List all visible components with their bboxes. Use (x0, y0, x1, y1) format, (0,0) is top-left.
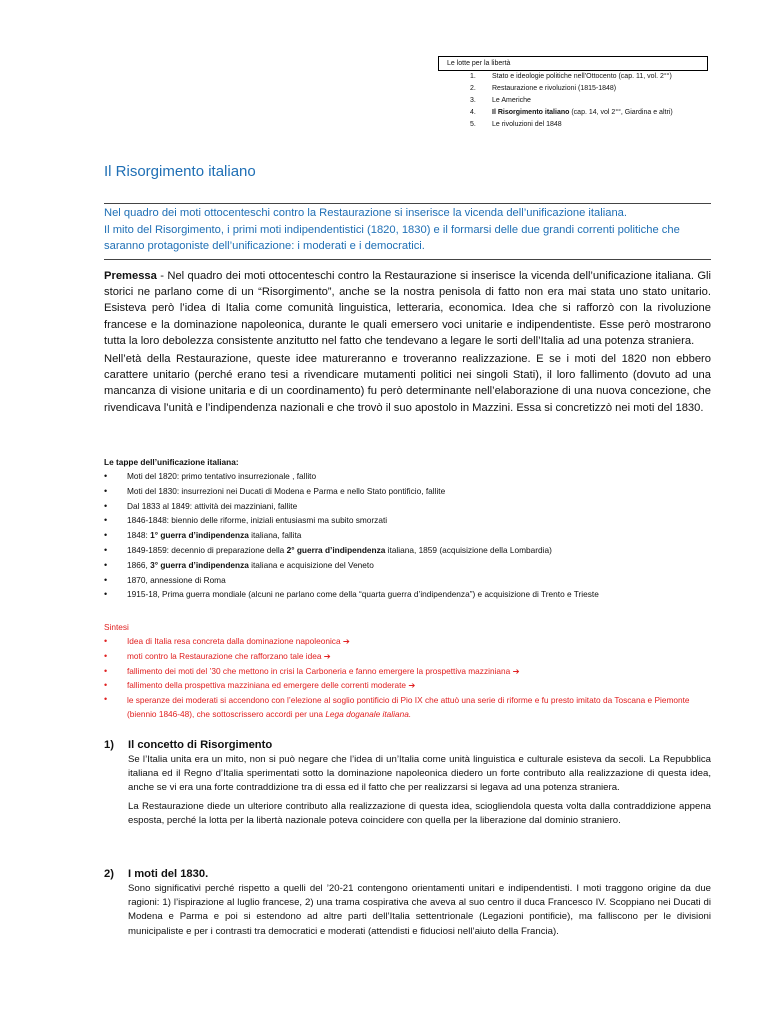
sintesi-list (104, 620, 714, 721)
list-item: • 1866, 3° guerra d’indipendenza italiana e acquisizione del Veneto (104, 558, 724, 573)
premessa-paragraph: Premessa - Nel quadro dei moti ottocenteschi contro la Restaurazione si inserisce la vicenda dell’unificazione italiana. Gli storici ne parlano come di un “Risorgimento”, anche se la nostra penisola di fatto non era mai stata uno stato unitario. Esisteva però l’idea di Italia come comunità linguistica, letteraria, economica. Idea che si rafforzò con la rivoluzione francese e la dominazione napoleonica, durante le quali emersero voci unitarie e indipendentiste. Esse però mostrarono tutta la loro debolezza consistente anzitutto nel fatto che tendevano a legare le sorti dell’Italia ad una potenza straniera. (104, 270, 711, 347)
arrow-icon: ➔ (342, 636, 350, 646)
arrow-icon: ➔ (323, 650, 331, 661)
list-item: • Moti del 1820: primo tentativo insurrezionale , fallito (104, 469, 724, 484)
toc-item-current: 4. Il Risorgimento italiano (cap. 14, vol 2°°, Giardina e altri) (470, 109, 673, 116)
section-body: Sono significativi perché rispetto a quelli del ’20-21 contengono orientamenti unitari e indipendentisti. I moti traggono origine da due ragioni: 1) l’ispirazione al luglio francese, 2) una trama cospirativa che aveva al suo centro il duca Francesco IV. Scoppiano nei Ducati di Modena e Parma e poi si estendono ad altre parti dell’Italia settentrionale (Legazioni pontificie), ma falliscono per le divisioni municipaliste e per i contrasti tra democratici e moderati (attendisti e fiduciosi nell’aiuto della Francia). (128, 883, 711, 937)
list-item: • 1846-1848: biennio delle riforme, iniziali entusiasmi ma subito smorzati (104, 513, 724, 528)
intro-abstract (104, 203, 711, 260)
arrow-icon: ➔ (512, 665, 520, 676)
list-item: • le speranze dei moderati si accendono con l’elezione al soglio pontificio di Pio IX che attuò una serie di riforme e fu presto imitato da Toscana e Piemonte (biennio 1846-48), che sottoscrissero accordi per una Lega doganale italiana. (104, 693, 714, 721)
toc-item: 3. Le Americhe (470, 97, 531, 104)
toc-item: 1. Stato e ideologie politiche nell’Ottocento (cap. 11, vol. 2°°) (470, 73, 672, 80)
arrow-icon: ➔ (408, 680, 416, 691)
premessa-section (104, 268, 711, 416)
tappe-title: Le tappe dell’unificazione italiana: (104, 457, 239, 467)
toc-header: Le lotte per la libertà (447, 60, 511, 67)
list-item: • Moti del 1830: insurrezioni nei Ducati di Modena e Parma e nello Stato pontificio, fallite (104, 484, 724, 499)
section-heading: 1) Il concetto di Risorgimento (104, 739, 273, 751)
list-item: • 1848: 1° guerra d’indipendenza italiana, fallita (104, 528, 724, 543)
list-item: • fallimento della prospettiva mazziniana ed emergere delle correnti moderate ➔ (104, 678, 714, 693)
intro-line: Nel quadro dei moti ottocenteschi contro la Restaurazione si inserisce la vicenda dell’unificazione italiana. (104, 207, 627, 219)
toc-list (470, 71, 730, 131)
list-item: • fallimento dei moti del ’30 che mettono in crisi la Carboneria e fanno emergere la prospettiva mazziniana ➔ (104, 664, 714, 679)
section-heading: 2) I moti del 1830. (104, 868, 209, 880)
page-title: Il Risorgimento italiano (104, 163, 256, 180)
section-2 (104, 866, 711, 939)
list-item: • moti contro la Restaurazione che rafforzano tale idea ➔ (104, 649, 714, 664)
premessa-paragraph: Nell’età della Restaurazione, queste idee matureranno e troveranno realizzazione. E se i moti del 1820 non ebbero carattere unitario (perché erano tesi a rivendicare mutamenti politici nei singoli Stati), il loro fallimento (dovuto ad una mancanza di visione unitaria e di un coordinamento) fu però determinante nell’elaborazione di una nuova concezione, che rivendicava l’unità e l’indipendenza nazionali e che trovò il suo apostolo in Mazzini. Essa si concretizzò nei moti del 1830. (104, 353, 711, 414)
list-item: • 1870, annessione di Roma (104, 573, 724, 588)
list-item: • 1849-1859: decennio di preparazione della 2° guerra d’indipendenza italiana, 1859 (acquisizione della Lombardia) (104, 543, 724, 558)
section-body: Se l’Italia unita era un mito, non si può negare che l’idea di un’Italia come unità linguistica e culturale esisteva da secoli. La Repubblica italiana ed il Regno d’Italia sperimentati sotto la dominazione napoleonica diedero un forte contributo alla realizzazione di questa idea, anche se vi era una forte contraddizione tra di essa ed il fatto che per realizzarsi si legava ad una potenza straniera. La Restaurazione diede un ulteriore contributo alla realizzazione di questa idea, sciogliendola questa volta dalla contraddizione appena esposta, perché la lotta per la libertà nazionale poteva coincidere con quella per la liberazione dal dominio straniero. (128, 754, 711, 826)
toc-header-box (438, 56, 708, 71)
toc-item: 5. Le rivoluzioni del 1848 (470, 121, 562, 128)
toc-item: 2. Restaurazione e rivoluzioni (1815-1848) (470, 85, 617, 92)
section-1 (104, 737, 711, 828)
list-item: • Dal 1833 al 1849: attività dei mazziniani, fallite (104, 499, 724, 514)
list-item: • 1915-18, Prima guerra mondiale (alcuni ne parlano come della “quarta guerra d’indipendenza”) e acquisizione di Trento e Trieste (104, 587, 724, 602)
sintesi-title: Sintesi (104, 622, 129, 632)
list-item: • Idea di Italia resa concreta dalla dominazione napoleonica ➔ (104, 634, 714, 649)
intro-line: Il mito del Risorgimento, i primi moti indipendentistici (1820, 1830) e il formarsi delle due grandi correnti politiche che saranno protagoniste dell’unificazione: i moderati e i democratici. (104, 223, 680, 252)
tappe-list (104, 455, 724, 602)
